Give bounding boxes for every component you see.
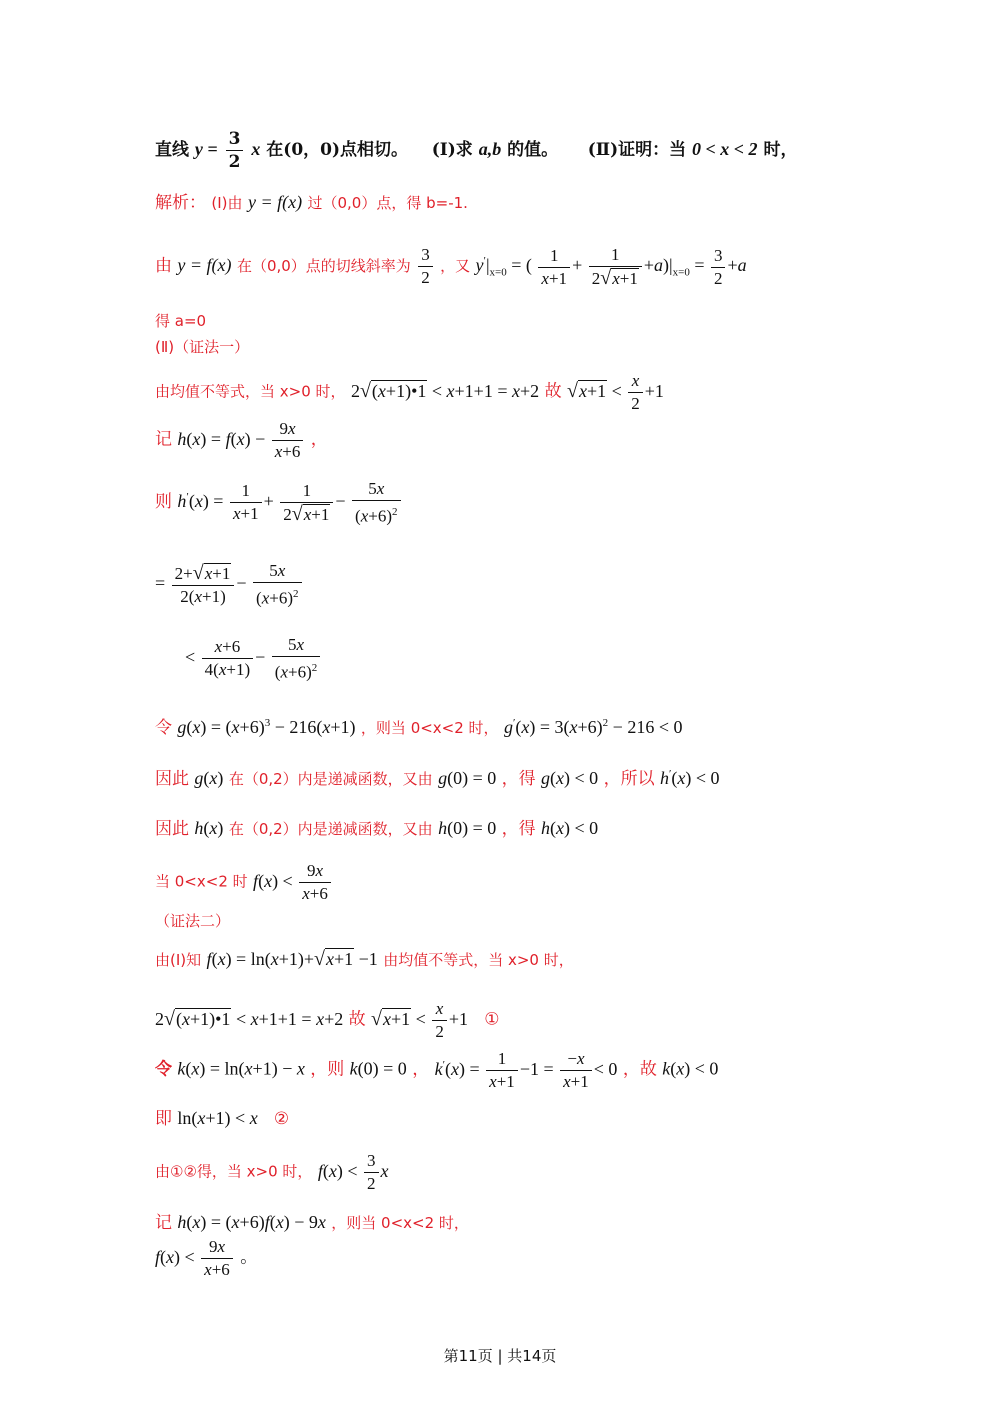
math-f-bound-final: f(x) < $\frac{9x}{x+6}$ [155,1247,235,1267]
label-analysis: 解析： [155,193,206,213]
math-gx: g(x) [194,768,224,788]
math-amgm: 2√(x+1)•1 < x+1+1 = x+2 [350,379,540,402]
text-part2-end: 时， [763,140,798,160]
text-amgm: 由均值不等式，当 x>0 时， [155,382,346,401]
solution-line-2 [155,244,747,290]
text-get: ，得 [501,769,536,789]
math-k0: k(0) = 0 [349,1058,407,1079]
text-decreasing: 在（0,2）内是递减函数，又由 [228,820,433,838]
text-let: 令 [155,718,172,738]
math-k-prime: k′(x) = $\frac{1}{x+1}$ −1 = $\frac{-x}{x+1}$ < 0 [434,1049,618,1091]
text-combine: 由①②得，当 x>0 时， [155,1162,313,1181]
math-k-neg: k(x) < 0 [662,1058,719,1079]
math-k-def: k(x) = ln(x+1) − x [177,1058,305,1079]
math-g-prime: $g'(x) = 3(x+6)^2 - 216 < 0$ [503,717,683,737]
math-h-neg: h(x) < 0 [541,818,599,838]
text-hence: ，故 [622,1059,657,1080]
text-therefore: 故 [348,1009,366,1030]
text-get: ，得 [501,819,536,839]
text-hence: 因此 [155,769,189,789]
proof-2-f-expression [155,948,574,971]
proof-1-define-h [155,418,328,463]
math-sqrt-ineq: √x+1 < $\frac{x}{2}$ +1 [566,371,664,413]
text-when: ，则当 0<x<2 时， [360,719,499,737]
text-decreasing: 在（0,2）内是递减函数，又由 [228,770,433,788]
text-then: ，则 [310,1059,345,1080]
text-ie: 即 [155,1109,172,1129]
math-f-3-2x: f(x) < $\frac{3}{2}$ x [317,1151,389,1193]
math-y-fx: y = f(x) [177,255,232,276]
text-when: ，则当 0<x<2 时， [331,1214,469,1232]
math-less-expr: < $\frac{x+6}{4(x+1)}$ − $\frac{5x}{(x+6)^2}$ [185,647,322,667]
text-comma: ， [310,429,328,450]
math-f-bound: f(x) < $\frac{9x}{x+6}$ [253,871,333,891]
math-h-def-2: h(x) = (x+6)f(x) − 9x [177,1212,326,1232]
proof-1-h-derivative-simplified [155,560,304,610]
proof-1-conclusion [155,860,333,905]
proof-2-define-h [155,1208,469,1233]
math-range: 0 < x < 2 [692,139,758,159]
label-circle-2: ② [273,1109,290,1129]
text-part2: (Ⅱ)证明：当 [587,140,687,160]
math-hx: h(x) [194,818,224,838]
math-frac-3-2: $\frac{3}{2}$ [418,244,433,289]
text-straight-line: 直线 [155,140,189,160]
text-slope: 在（0,0）点的切线斜率为 [236,257,411,276]
math-g-def: $g(x) = (x+6)^3 - 216(x+1)$ [177,717,356,737]
math-frac-3-2: $\frac{3}{2}$ [226,128,244,173]
math-sqrt-ineq: √x+1 < $\frac{x}{2}$ +1 [371,999,468,1041]
text-comma: ， [412,1059,430,1080]
text-amgm: 由均值不等式，当 x>0 时， [383,951,574,969]
proof-2-combine [155,1150,389,1195]
label-circle-1: ① [484,1009,500,1030]
math-ab: a,b [478,139,502,159]
proof-2-amgm [155,998,499,1043]
proof-2-ln-ineq [155,1104,289,1129]
math-h-def: h(x) = f(x) − $\frac{9x}{x+6}$ [177,429,305,449]
text-so: ，所以 [603,769,655,789]
text-when: 当 0<x<2 时 [155,872,248,891]
problem-statement-line [155,128,797,173]
math-derivative-expr: $y'|_{x=0}$ = ( $\frac{1}{x+1}$ + $\frac{1}{2√x+1}$ $+a)|_{x=0}$ = $\frac{3}{2}$ +a [475,245,747,289]
math-h0: h(0) = 0 [438,818,497,838]
text-let: 令 [155,1059,172,1080]
proof-2-define-k [155,1048,718,1093]
math-h-prime-neg: h′(x) < 0 [660,768,720,788]
math-ln-ineq: ln(x+1) < x [177,1108,258,1128]
text-know: 由(Ⅰ)知 [155,951,202,969]
solution-line-1 [155,188,468,213]
text-through-origin: 过（0,0）点，得 b=-1. [307,194,468,212]
proof-1-heading: (Ⅱ)（证法一） [155,338,250,356]
proof-1-define-g [155,713,682,738]
text-by: 由 [155,256,172,277]
text-hence: 因此 [155,819,189,839]
math-x: x [251,139,261,159]
text-then: 则 [155,491,172,512]
text-let: 记 [155,1213,172,1233]
text-therefore: 故 [544,381,562,402]
math-y-fx: y = f(x) [247,192,303,212]
math-f-def: f(x) = ln(x+1)+√x+1 −1 [206,948,378,970]
proof-2-heading: （证法二） [155,912,231,930]
text-period: 。 [240,1247,258,1268]
page-footer: 第11页 | 共14页 [443,1347,557,1365]
math-y-eq: y = [194,139,218,159]
text-by: (Ⅰ)由 [211,194,243,212]
proof-1-g-decreasing [155,764,720,789]
math-h-prime: h′(x) = $\frac{1}{x+1}$ + $\frac{1}{2√x+1}$ − $\frac{5x}{(x+6)^2}$ [177,491,402,511]
text-also: ，又 [440,257,471,276]
text-part1: (Ⅰ)求 [431,140,473,160]
math-g0: g(0) = 0 [438,768,497,788]
text-tangent-at-origin: 在(0，0)点相切。 [266,140,409,160]
proof-1-line-amgm [155,370,664,415]
text-let: 记 [155,429,172,450]
math-g-neg: g(x) < 0 [541,768,599,788]
proof-1-h-decreasing [155,814,598,839]
proof-1-h-derivative [155,478,403,528]
text-part1-end: 的值。 [507,140,559,160]
result-a: 得 a=0 [155,312,207,330]
proof-2-final [155,1236,257,1281]
math-equals-expr: = $\frac{2+√x+1}{2(x+1)}$ − $\frac{5x}{(x+6)^2}$ [155,573,304,593]
proof-1-h-derivative-bound [185,634,322,684]
math-amgm: 2√(x+1)•1 < x+1+1 = x+2 [155,1007,344,1030]
